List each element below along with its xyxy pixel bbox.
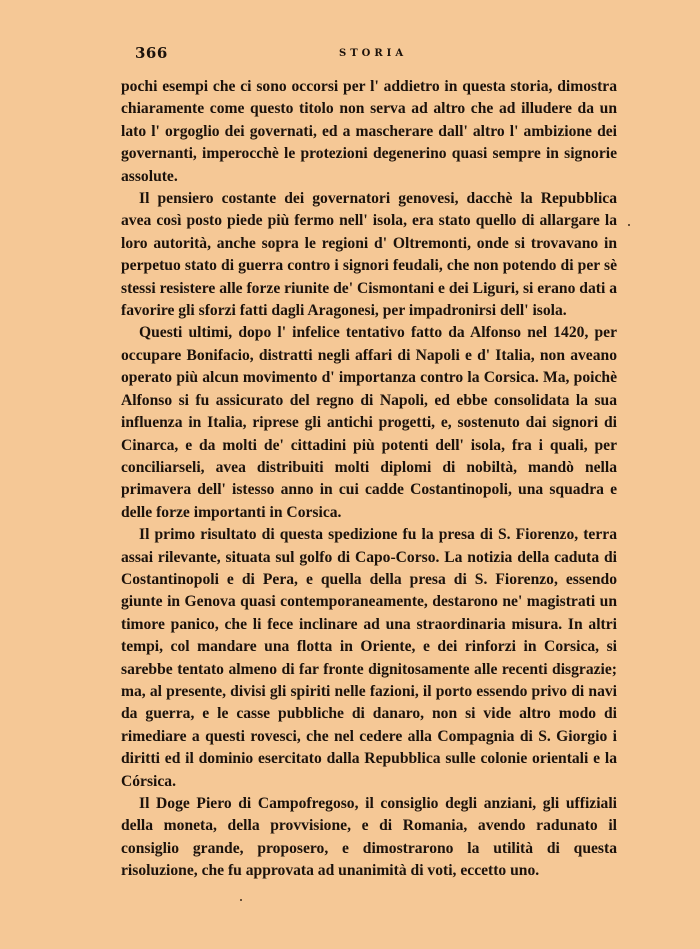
paragraph: Il primo risultato di questa spedizione fu la presa di S. Fiorenzo, terra assai rilevante, situata sul golfo di Capo-Corso. La notizia della caduta di Costantinopoli e di Pera, e quella della presa di S. Fiorenzo, essendo giunte in Genova quasi contemporaneamente, destarono ne' magistrati un timore panico, che li fece inclinare ad una straordinaria misura. In altri tempi, col mandare una flotta in Oriente, e dei rinforzi in Corsica, si sarebbe tentato almeno di far fronte dignitosamente alle recenti disgrazie; ma, al presente, divisi gli spiriti nelle fazioni, il porto essendo privo di navi da guerra, e le casse pubbliche di danaro, non si vide altro modo di rimediare a questi rovesci, che nel cedere alla Compagnia di S. Giorgio i diritti ed il dominio esercitato dalla Repubblica sulle colonie orientali e la Córsica. <box>121 526 617 790</box>
page-number: 366 <box>135 44 168 62</box>
paper-speck <box>240 899 242 901</box>
body-text <box>121 76 617 883</box>
paragraph: Il pensiero costante dei governatori genovesi, dacchè la Repubblica avea così posto piede più fermo nell' isola, era stato quello di allargare la loro autorità, anche sopra le regioni d' Oltremonti, onde si trovavano in perpetuo stato di guerra contro i signori feudali, che non potendo di per sè stessi resistere alle forze riunite de' Cismontani e dei Liguri, si erano dati a favorire gli sforzi fatti dagli Aragonesi, per impadronirsi dell' isola. <box>121 190 617 320</box>
paragraph-continuation: pochi esempi che ci sono occorsi per l' addietro in questa storia, dimostra chiaramente come questo titolo non serva ad altro che ad illudere da un lato l' orgoglio dei governati, ed a mascherare dall' altro l' ambizione dei governanti, imperocchè le protezioni degenerino quasi sempre in signorie assolute. <box>121 78 617 185</box>
running-title: STORIA <box>339 48 408 59</box>
page-header <box>121 44 617 66</box>
paragraph: Il Doge Piero di Campofregoso, il consiglio degli anziani, gli uffiziali della moneta, della provvisione, e di Romania, avendo radunato il consiglio grande, proposero, e dimostrarono la utilità di questa risoluzione, che fu approvata ad unanimità di voti, eccetto uno. <box>121 795 617 880</box>
paragraph: Questi ultimi, dopo l' infelice tentativo fatto da Alfonso nel 1420, per occupare Bonifacio, distratti negli affari di Napoli e d' Italia, non aveano operato più alcun movimento d' importanza contro la Corsica. Ma, poichè Alfonso si fu assicurato del regno di Napoli, ed ebbe consolidata la sua influenza in Italia, riprese gli antichi progetti, e, sostenuto dai signori di Cinarca, e da molti de' cittadini più potenti dell' isola, fra i quali, per conciliarseli, avea distribuiti molti diplomi di nobiltà, mandò nella primavera dell' istesso anno in cui cadde Costantinopoli, una squadra e delle forze importanti in Corsica. <box>121 324 617 521</box>
paper-speck <box>628 224 630 226</box>
